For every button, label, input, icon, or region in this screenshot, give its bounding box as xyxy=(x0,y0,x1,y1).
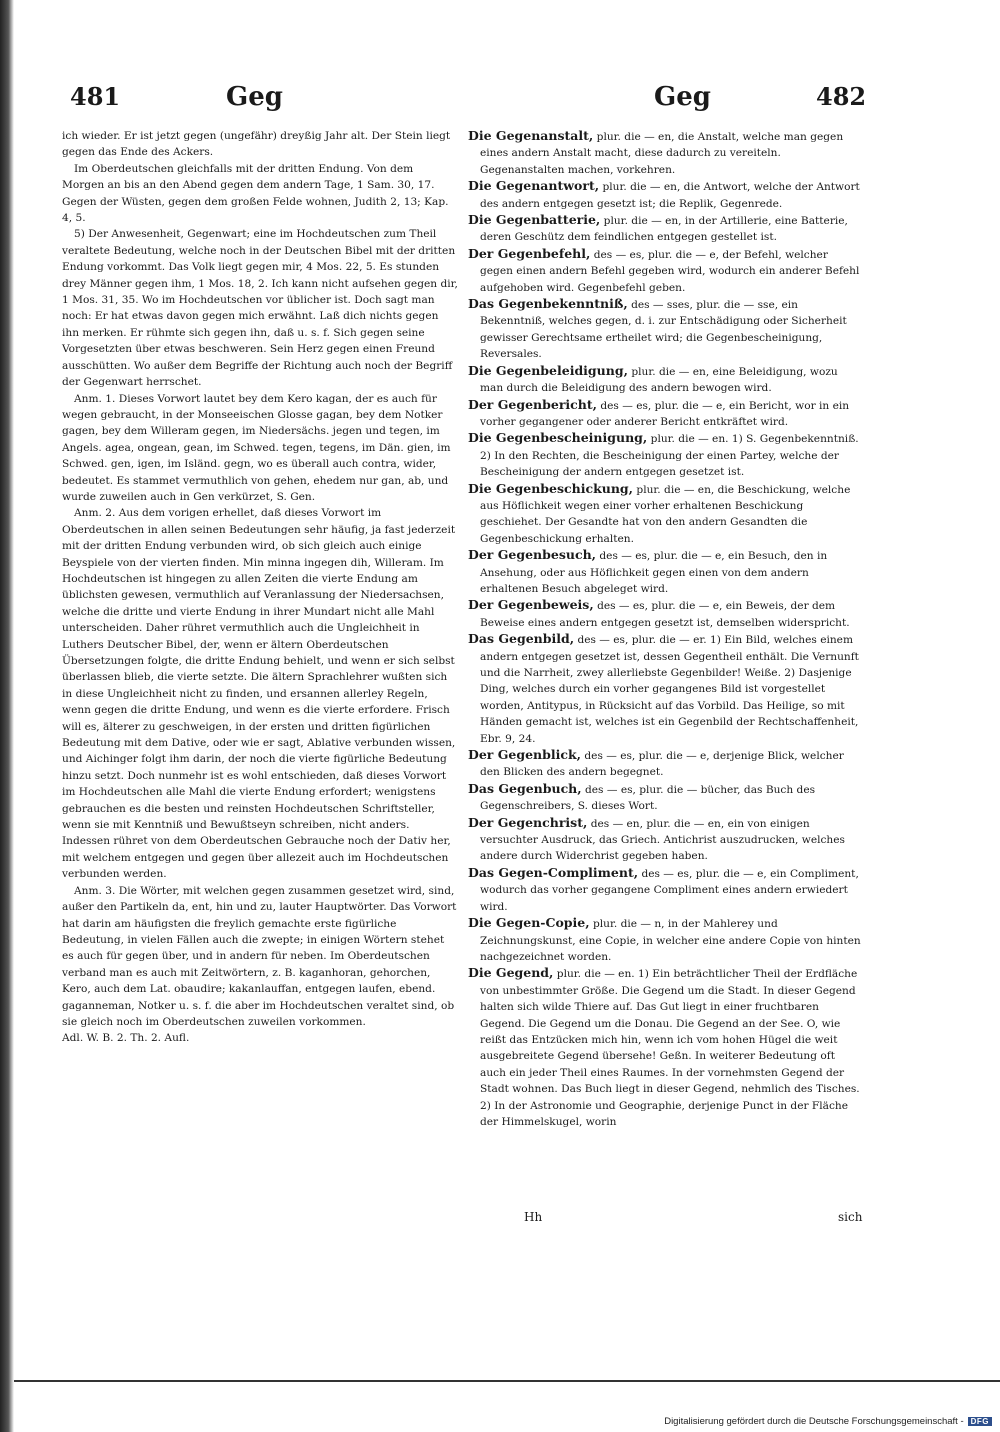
dictionary-entry xyxy=(468,178,862,212)
entry-text: des — es, plur. die — e, ein Beweis, der dem Beweise eines andern entgegen gesetzt ist, demselben widerspricht. xyxy=(480,600,850,629)
entry-text: des — es, plur. die — er. 1) Ein Bild, welches einem andern entgegen gesetzet ist, dessen Gegentheil enthält. Die Vernunft und die Narrheit, zwey allerliebste Gegenbilder! Weiße. 2) Dasjenige Ding, welches durch ein vorher gegangenes Bild ist vorgestellet worden, Antitypus, in Rücksicht auf das Vorbild. Das Heilige, so mit Händen gemacht ist, welches ist ein Gegenbild der Rechtschaffenheit, Ebr. 9, 24. xyxy=(480,634,859,745)
running-head-right: Geg xyxy=(654,82,711,112)
footer-text: Digitalisierung gefördert durch die Deutsche Forschungsgemeinschaft - xyxy=(664,1416,964,1427)
entry-text: plur. die — en, in der Artillerie, eine Batterie, deren Geschütz dem feindlichen entgegen gestellet ist. xyxy=(480,215,848,244)
entry-text: des — es, plur. die — e, der Befehl, welcher gegen einen andern Befehl gegeben wird, wodurch ein anderer Befehl aufgehoben wird. Gegenbefehl geben. xyxy=(480,248,860,294)
digitization-footer xyxy=(664,1416,992,1427)
volume-signature: Adl. W. B. 2. Th. 2. Aufl. xyxy=(62,1032,190,1045)
catchword: sich xyxy=(838,1210,863,1224)
entry-text: plur. die — en. 1) S. Gegenbekenntniß. 2) In den Rechten, die Bescheinigung der einen Partey, welche der Bescheinigung der andern entgegen gesetzet ist. xyxy=(480,433,859,479)
entry-text: des — en, plur. die — en, ein von einigen versuchter Ausdruck, das Griech. Antichrist auszudrucken, welches andere durch Widerchrist gegeben haben. xyxy=(480,817,845,863)
headword: Die Gegenbatterie, xyxy=(468,212,601,228)
page-number-right: 482 xyxy=(816,82,867,111)
dictionary-entry xyxy=(468,865,862,915)
dictionary-entry xyxy=(468,597,862,631)
headword: Die Gegenbeschickung, xyxy=(468,480,634,496)
entry-text: plur. die — en, die Antwort, welche der Antwort des andern entgegen gesetzt ist; die Replik, Gegenrede. xyxy=(480,181,860,210)
paragraph: Anm. 1. Dieses Vorwort lautet bey dem Kero kagan, der es auch für wegen gebraucht, in der Monseeischen Glosse gagan, bey dem Notker gagen, bey dem Willeram gegen, im Niedersächs. jegen und tegen, im Angels. agea, ongean, gean, im Schwed. tegen, tegens, im Dän. gien, im Schwed. gen, igen, im Isländ. gegn, wo es überall auch contra, wider, bedeutet. Es stammet vermuthlich von gehen, ehedem nur gan, ab, und wurde zuweilen auch in Gen verkürzet, S. Gen. xyxy=(62,392,451,503)
dictionary-entry xyxy=(468,430,862,480)
scan-edge-shadow xyxy=(0,0,14,1432)
dictionary-entry xyxy=(468,246,862,296)
headword: Der Gegenblick, xyxy=(468,747,582,763)
paragraph: 5) Der Anwesenheit, Gegenwart; eine im Hochdeutschen zum Theil veraltete Bedeutung, welche noch in der Deutschen Bibel mit der dritten Endung vorkommt. Das Volk liegt gegen mir, 4 Mos. 22, 5. Es stunden drey Männer gegen ihm, 1 Mos. 18, 2. Ich kann nicht aufsehen gegen dir, 1 Mos. 31, 35. Wo im Hochdeutschen vor üblicher ist. Doch sagt man noch: Er hat etwas davon gegen mich erwähnt. Laß dich nichts gegen ihn merken. Er rühmte sich gegen ihn, daß u. s. f. Sich gegen seine Vorgesetzten über etwas beschweren. Sein Herz gegen einen Freund ausschütten. Wo außer dem Begriffe der Richtung auch noch der Begriff der Gegenwart herrschet. xyxy=(62,228,458,389)
headword: Der Gegenchrist, xyxy=(468,814,588,830)
dictionary-entry xyxy=(468,747,862,781)
headword: Die Gegenbescheinigung, xyxy=(468,430,648,446)
entry-text: des — es, plur. die — e, ein Besuch, den in Ansehung, oder aus Höflichkeit gegen einen von dem andern erhaltenen Besuch abgeleget wird. xyxy=(480,550,828,595)
dictionary-entry xyxy=(468,915,862,965)
entry-text: plur. die — en, die Anstalt, welche man gegen eines andern Anstalt macht, diese dadurch zu vereiteln. Gegenanstalten machen, vorkehren. xyxy=(480,131,844,176)
headword: Der Gegenbericht, xyxy=(468,396,597,412)
headword: Der Gegenbeweis, xyxy=(468,597,594,613)
headword: Das Gegenbekenntniß, xyxy=(468,296,628,312)
headword: Das Gegenbild, xyxy=(468,631,575,647)
page-bottom-divider xyxy=(14,1380,1000,1382)
dictionary-entry xyxy=(468,631,862,747)
entry-text: des — es, plur. die — bücher, das Buch des Gegenschreibers, S. dieses Wort. xyxy=(480,783,816,813)
running-head-left: Geg xyxy=(226,82,283,112)
headword: Das Gegenbuch, xyxy=(468,780,582,796)
entry-text: des — es, plur. die — e, ein Bericht, wor in ein vorher gegangener oder anderer Bericht entkräftet wird. xyxy=(480,399,850,428)
page-number-left: 481 xyxy=(70,82,121,111)
paragraph: ich wieder. Er ist jetzt gegen (ungefähr) dreyßig Jahr alt. Der Stein liegt gegen das Ende des Ackers. xyxy=(62,130,451,159)
dictionary-entry xyxy=(468,397,862,431)
dictionary-entry xyxy=(468,296,862,363)
headword: Der Gegenbesuch, xyxy=(468,547,597,563)
entry-text: plur. die — en. 1) Ein beträchtlicher Theil der Erdfläche von unbestimmter Größe. Die Gegend um die Stadt. In dieser Gegend halten sich wilde Thiere auf. Das Gut liegt in einer fruchtbaren Gegend. Die Gegend um die Donau. Die Gegend an der See. O, wie reißt das Entzücken mich hin, wenn ich vom hohen Hügel die weit ausgebreitete Gegend übersehe! Geßn. In weiterer Bedeutung oft auch ein jeder Theil eines Raumes. In der vornehmsten Gegend der Stadt wohnen. Das Buch liegt in dieser Gegend, nehmlich des Tisches. 2) In der Astronomie und Geographie, derjenige Punct in der Fläche der Himmelskugel, worin xyxy=(480,968,860,1128)
left-column xyxy=(62,128,458,1047)
dictionary-entry xyxy=(468,363,862,397)
dictionary-entry xyxy=(468,965,862,1130)
dictionary-entry xyxy=(468,481,862,548)
signature-mark: Hh xyxy=(524,1210,543,1224)
dictionary-entry xyxy=(468,547,862,597)
entry-text: plur. die — en, eine Beleidigung, wozu man durch die Beleidigung des andern bewogen wird. xyxy=(480,365,838,395)
paragraph: Im Oberdeutschen gleichfalls mit der dritten Endung. Von dem Morgen an bis an den Abend gegen dem andern Tage, 1 Sam. 30, 17. Gegen der Wüsten, gegen dem großen Felde wohnen, Judith 2, 13; Kap. 4, 5. xyxy=(62,162,449,225)
headword: Die Gegen-Copie, xyxy=(468,915,590,931)
entry-text: plur. die — en, die Beschickung, welche aus Höflichkeit wegen einer vorher erhaltenen Beschickung geschiehet. Der Gesandte hat von den andern Gesandten die Gegenbeschickung erhalten. xyxy=(480,483,851,545)
dictionary-entry xyxy=(468,815,862,865)
entry-text: des — es, plur. die — e, ein Compliment, wodurch das vorher gegangene Compliment eines andern erwiedert wird. xyxy=(480,867,859,913)
headword: Die Gegenantwort, xyxy=(468,178,600,194)
entry-text: plur. die — n, in der Mahlerey und Zeichnungskunst, eine Copie, in welcher eine andere Copie von hinten nachgezeichnet worden. xyxy=(480,918,861,963)
paragraph: Anm. 2. Aus dem vorigen erhellet, daß dieses Vorwort im Oberdeutschen in allen seinen Bedeutungen sehr häufig, ja fast jederzeit mit der dritten Endung verbunden wird, ob sich gleich auch einige Beyspiele von der vierten finden. Min minna ingegen dih, Willeram. Im Hochdeutschen ist hingegen zu allen Zeiten die vierte Endung am üblichsten gewesen, vermuthlich auf Veranlassung der Niedersachsen, welche die dritte und vierte Endung in ihrer Mundart nicht alle Mahl unterscheiden. Daher rühret vermuthlich auch die Ungleichheit in Luthers Deutscher Bibel, der, wenn er ältern Oberdeutschen Übersetzungen folgte, die dritte Endung behielt, und wenn er sich selbst überlassen blieb, die vierte setzte. Die ältern Sprachlehrer wußten sich in diese Ungleichheit nicht zu finden, und ersannen allerley Regeln, wenn gegen die dritte Endung, und wenn es die vierte erfordere. Frisch will es, älterer zu geschweigen, in der ersten und dritten figürlichen Bedeutung mit dem Dative, oder wie er sagt, Ablative verbunden wissen, und Aichinger folgt ihm darin, der noch die vierte figürliche Bedeutung hinzu setzt. Doch nunmehr ist es wohl entschieden, daß dieses Vorwort im Hochdeutschen alle Mahl die vierte Endung erfordert; wenigstens gebrauchen es die besten und reinsten Hochdeutschen Schriftsteller, wenn sie mit Kenntniß und Bewußtseyn schreiben, nicht anders. Indessen rühret von dem Oberdeutschen Gebrauche noch der Dativ her, mit welchem entgegen und gegen über allezeit auch im Hochdeutschen verbunden werden. xyxy=(62,507,456,881)
right-column xyxy=(468,128,862,1130)
dfg-logo-icon: DFG xyxy=(968,1417,992,1426)
dictionary-entry xyxy=(468,212,862,246)
dictionary-entry xyxy=(468,128,862,178)
paragraph: Anm. 3. Die Wörter, mit welchen gegen zusammen gesetzet wird, sind, außer den Partikeln da, ent, hin und zu, lauter Hauptwörter. Das Vorwort hat darin am häufigsten die freylich gemachte erste figürliche Bedeutung, in vielen Fällen auch die zwepte; in einigen Wörtern stehet es auch für gegen über, und in andern für neben. Im Oberdeutschen verband man es auch mit Zeitwörtern, z. B. kaganhoran, gehorchen, Kero, auch dem Lat. obaudire; kakanlauffan, entgegen laufen, ebend. gaganneman, Notker u. s. f. die aber im Hochdeutschen veraltet sind, ob sie gleich noch im Oberdeutschen zuweilen vorkommen. xyxy=(62,884,457,1028)
entry-text: des — es, plur. die — e, derjenige Blick, welcher den Blicken des andern begegnet. xyxy=(480,750,844,779)
dictionary-entry xyxy=(468,781,862,815)
headword: Der Gegenbefehl, xyxy=(468,245,591,261)
headword: Die Gegenbeleidigung, xyxy=(468,362,628,378)
headword: Das Gegen-Compliment, xyxy=(468,864,639,880)
headword: Die Gegenanstalt, xyxy=(468,128,594,143)
headword: Die Gegend, xyxy=(468,965,554,981)
entry-text: des — sses, plur. die — sse, ein Bekenntniß, welches gegen, d. i. zur Entschädigung oder Sicherheit gewisser Gerechtsame ertheilet wird; die Gegenbescheinigung, Reversales. xyxy=(480,299,847,361)
